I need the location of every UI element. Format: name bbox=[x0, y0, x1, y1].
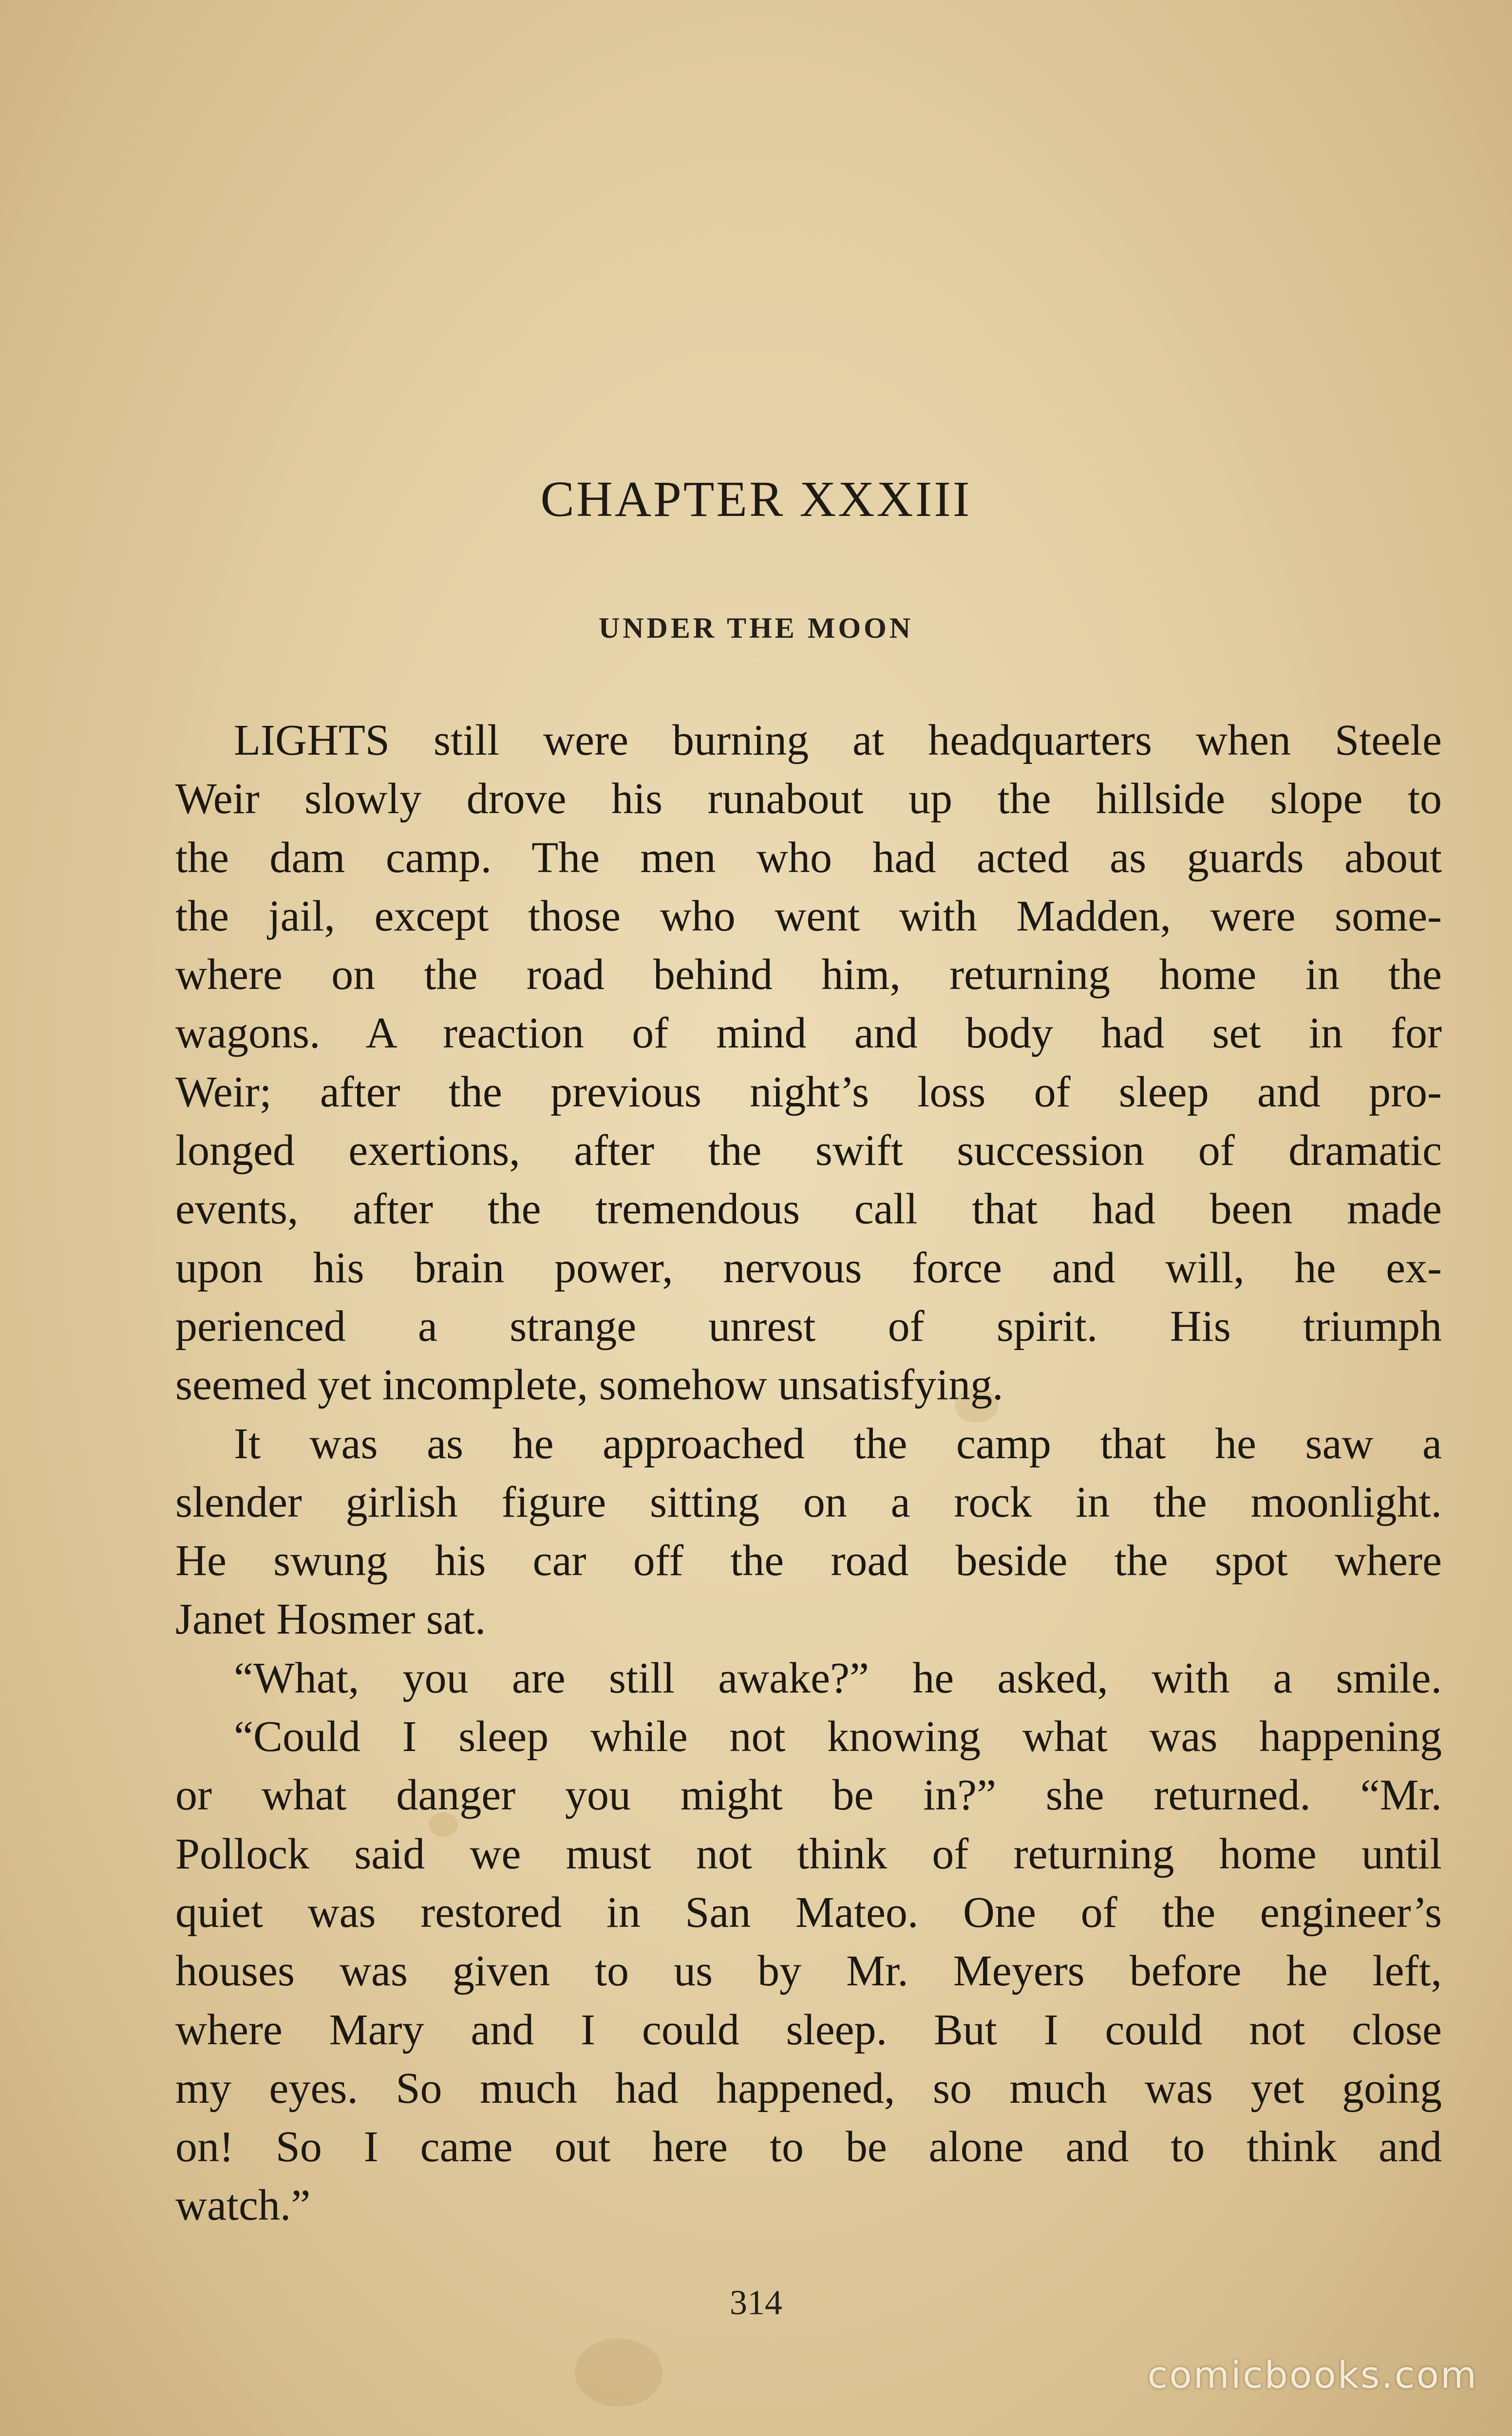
text-line: quiet was restored in San Mateo. One of the engineer’s bbox=[175, 1888, 1442, 1937]
text-line: the jail, except those who went with Madden, were some- bbox=[175, 892, 1442, 940]
text-line: “Could I sleep while not knowing what was happening bbox=[234, 1713, 1442, 1761]
text-line: on! So I came out here to be alone and to think and bbox=[175, 2123, 1442, 2171]
chapter-subtitle: UNDER THE MOON bbox=[598, 612, 914, 644]
text-line: It was as he approached the camp that he saw a bbox=[234, 1419, 1442, 1468]
text-line: Weir slowly drove his runabout up the hillside slope to bbox=[175, 775, 1442, 823]
text-line: upon his brain power, nervous force and will, he ex- bbox=[175, 1243, 1442, 1292]
text-line: houses was given to us by Mr. Meyers before he left, bbox=[175, 1947, 1442, 1996]
watermark: comicbooks.com bbox=[1147, 2353, 1478, 2397]
text-line: perienced a strange unrest of spirit. His triumph bbox=[175, 1302, 1442, 1351]
body-text bbox=[175, 711, 1442, 2235]
text-line: the dam camp. The men who had acted as guards about bbox=[175, 833, 1442, 882]
text-line: LIGHTS still were burning at headquarters when Steele bbox=[234, 716, 1442, 764]
text-line: seemed yet incomplete, somehow unsatisfying. bbox=[175, 1361, 1003, 1409]
page-stain bbox=[575, 2339, 662, 2407]
text-line: or what danger you might be in?” she returned. “Mr. bbox=[175, 1771, 1442, 1820]
text-line: my eyes. So much had happened, so much was yet going bbox=[175, 2064, 1442, 2112]
text-line: Janet Hosmer sat. bbox=[175, 1595, 486, 1644]
text-line: where Mary and I could sleep. But I could not close bbox=[175, 2005, 1442, 2054]
text-line: slender girlish figure sitting on a rock in the moonlight. bbox=[175, 1478, 1442, 1526]
chapter-title: CHAPTER XXXIII bbox=[540, 471, 972, 527]
text-line: where on the road behind him, returning home in the bbox=[175, 951, 1442, 999]
text-line: Weir; after the previous night’s loss of sleep and pro- bbox=[175, 1067, 1442, 1116]
text-line: watch.” bbox=[175, 2181, 311, 2230]
text-line: longed exertions, after the swift succession of dramatic bbox=[175, 1126, 1442, 1175]
text-line: “What, you are still awake?” he asked, with a smile. bbox=[234, 1654, 1442, 1702]
text-line: events, after the tremendous call that had been made bbox=[175, 1185, 1442, 1234]
text-line: wagons. A reaction of mind and body had set in for bbox=[175, 1009, 1442, 1058]
page-number: 314 bbox=[730, 2283, 782, 2322]
text-line: He swung his car off the road beside the spot where bbox=[175, 1537, 1442, 1585]
text-line: Pollock said we must not think of returning home until bbox=[175, 1829, 1442, 1878]
